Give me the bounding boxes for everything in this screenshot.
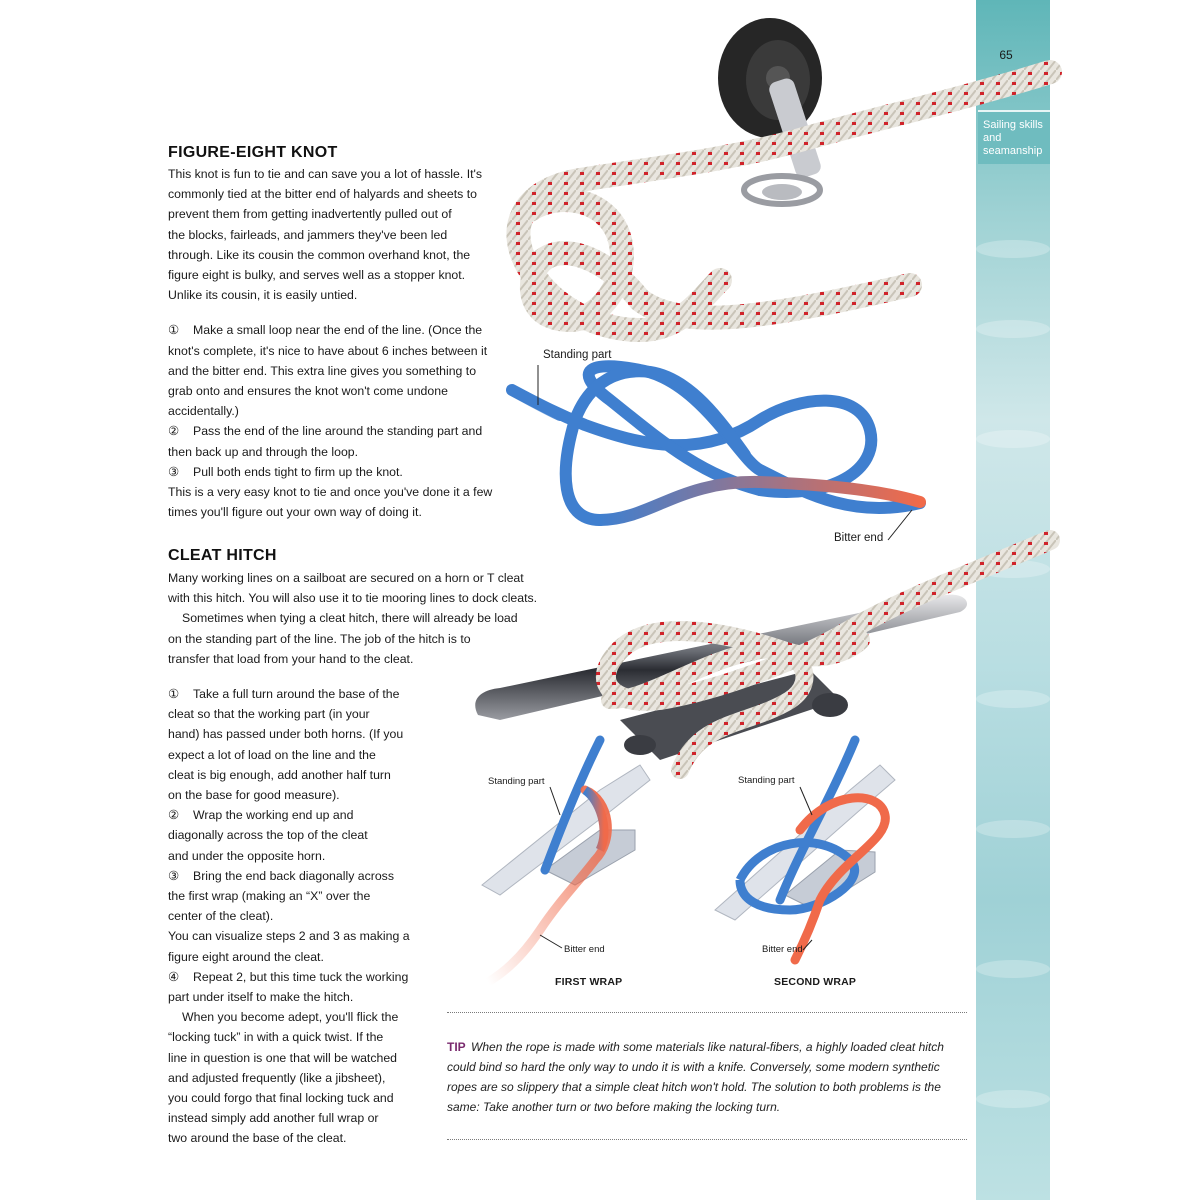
- step-number: ①: [168, 323, 180, 338]
- step-line: Pull both ends tight to firm up the knot.: [193, 464, 403, 479]
- step-3: [168, 866, 428, 886]
- second-wrap-caption: SECOND WRAP: [774, 976, 857, 988]
- intro-line: Many working lines on a sailboat are secured on a horn or T cleat: [168, 571, 524, 585]
- step-number: ①: [168, 687, 180, 701]
- tip-line: could bind so hard the only way to undo it is with a knife. Conversely, some modern synthetic: [447, 1060, 940, 1074]
- first-wrap-bitter-end-label: Bitter end: [564, 944, 605, 955]
- step-line: part under itself to make the hitch.: [168, 990, 354, 1005]
- standing-part-label: Standing part: [543, 349, 612, 361]
- step-line: knot's complete, it's nice to have about 6 inches between it: [168, 343, 488, 358]
- step-1: [168, 684, 428, 704]
- page-number: 65: [999, 48, 1013, 62]
- step-line: Take a full turn around the base of the: [193, 687, 400, 701]
- outro-line: times you'll figure out your own way of doing it.: [168, 505, 422, 520]
- step-number: ④: [168, 969, 180, 984]
- figure-eight-diagram: [512, 365, 920, 540]
- intro-line: This knot is fun to tie and can save you a lot of hassle. It's: [168, 167, 483, 181]
- step-line: Repeat 2, but this time tuck the working: [193, 969, 409, 984]
- tip-text: When the rope is made with some materials like natural-fibers, a highly loaded cleat hitch: [471, 1040, 944, 1054]
- tip-label: TIP: [447, 1040, 466, 1054]
- intro-line: commonly tied at the bitter end of halyards and sheets to: [168, 187, 477, 202]
- second-wrap-bitter-end-label: Bitter end: [762, 944, 803, 955]
- intro-line: Unlike its cousin, it is easily untied.: [168, 288, 358, 303]
- outro-line: two around the base of the cleat.: [168, 1131, 347, 1146]
- figure-eight-body: [168, 164, 508, 522]
- intro-line: prevent them from getting inadvertently pulled out of: [168, 207, 452, 222]
- step-3: [168, 462, 508, 482]
- tip-line: same: Take another turn or two before making the locking turn.: [447, 1100, 781, 1114]
- step-line: accidentally.): [168, 404, 239, 419]
- step-line: Make a small loop near the end of the line. (Once the: [193, 323, 483, 338]
- intro-line: transfer that load from your hand to the cleat.: [168, 651, 414, 666]
- first-wrap-caption: FIRST WRAP: [555, 976, 623, 988]
- step-line: on the base for good measure).: [168, 788, 340, 803]
- step-number: ②: [168, 424, 180, 439]
- step-line: Bring the end back diagonally across: [193, 868, 394, 883]
- intro-line: figure eight is bulky, and serves well as a stopper knot.: [168, 268, 466, 283]
- cleat-hitch-steps: [168, 684, 428, 1149]
- step-line: then back up and through the loop.: [168, 444, 359, 459]
- outro-line: When you become adept, you'll flick the: [182, 1010, 399, 1025]
- intro-line: on the standing part of the line. The job of the hitch is to: [168, 631, 471, 646]
- visualize-line: figure eight around the cleat.: [168, 949, 324, 964]
- step-line: expect a lot of load on the line and the: [168, 747, 376, 762]
- step-line: diagonally across the top of the cleat: [168, 828, 368, 843]
- tip-bottom-rule: [447, 1139, 967, 1140]
- step-line: the first wrap (making an “X” over the: [168, 889, 371, 904]
- step-4: [168, 967, 428, 987]
- second-wrap-standing-part-label: Standing part: [738, 775, 795, 786]
- step-1: [168, 320, 508, 340]
- figure-eight-heading: FIGURE-EIGHT KNOT: [168, 144, 338, 161]
- step-line: center of the cleat).: [168, 909, 274, 924]
- step-line: Wrap the working end up and: [193, 808, 354, 823]
- section-tab-label: Sailing skills and seamanship: [983, 119, 1043, 157]
- step-number: ③: [168, 464, 180, 479]
- second-wrap-diagram: [715, 740, 895, 960]
- step-line: Pass the end of the line around the standing part and: [193, 424, 483, 439]
- cleat-photo: [475, 540, 1050, 770]
- tip-line: ropes are so slippery that a simple cleat hitch won't hold. The solution to both problems is the: [447, 1080, 941, 1094]
- intro-line: through. Like its cousin the common overhand knot, the: [168, 247, 471, 262]
- bitter-end-label: Bitter end: [834, 532, 884, 544]
- outro-line: “locking tuck” in with a quick twist. If the: [168, 1030, 384, 1045]
- block-photo: [718, 18, 823, 204]
- step-2: [168, 805, 428, 825]
- intro-line: the blocks, fairleads, and jammers they've been led: [168, 227, 448, 242]
- step-line: hand) has passed under both horns. (If you: [168, 727, 404, 742]
- intro-line: with this hitch. You will also use it to tie mooring lines to dock cleats.: [168, 591, 538, 606]
- visualize-line: You can visualize steps 2 and 3 as making a: [168, 929, 410, 944]
- step-number: ②: [168, 808, 180, 823]
- tip-top-rule: [447, 1012, 967, 1013]
- step-line: and under the opposite horn.: [168, 848, 326, 863]
- intro-line: Sometimes when tying a cleat hitch, there will already be load: [182, 611, 518, 626]
- step-line: grab onto and ensures the knot won't come undone: [168, 384, 448, 399]
- outro-line: instead simply add another full wrap or: [168, 1111, 379, 1126]
- tip-line: [447, 1037, 957, 1057]
- step-line: cleat is big enough, add another half turn: [168, 767, 391, 782]
- outro-line: you could forgo that final locking tuck and: [168, 1091, 394, 1106]
- first-wrap-standing-part-label: Standing part: [488, 776, 545, 787]
- outro-line: line in question is one that will be watched: [168, 1050, 397, 1065]
- step-number: ③: [168, 868, 180, 883]
- step-line: cleat so that the working part (in your: [168, 707, 370, 722]
- cleat-hitch-heading: CLEAT HITCH: [168, 547, 277, 564]
- cleat-hitch-intro: [168, 568, 558, 669]
- outro-line: and adjusted frequently (like a jibsheet),: [168, 1070, 386, 1085]
- tip-box: [447, 1037, 957, 1117]
- step-2: [168, 421, 508, 441]
- step-line: and the bitter end. This extra line gives you something to: [168, 363, 477, 378]
- outro-line: This is a very easy knot to tie and once you've done it a few: [168, 485, 493, 500]
